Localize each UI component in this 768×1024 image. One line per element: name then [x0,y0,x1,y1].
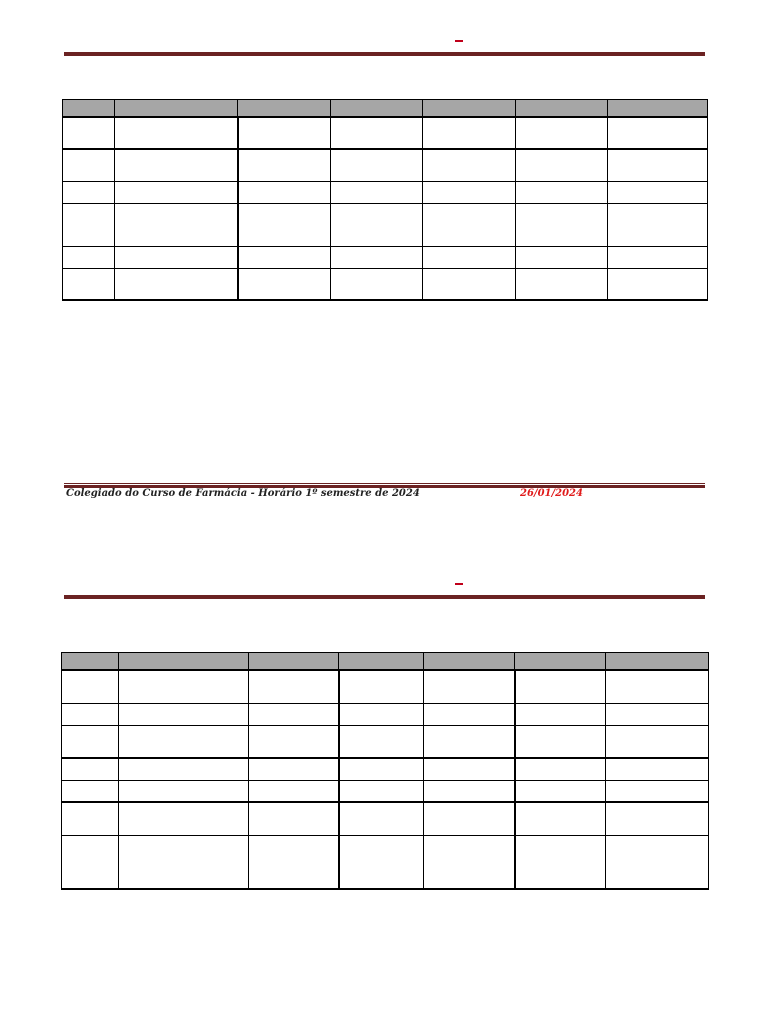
table-cell [62,802,119,835]
table-cell [62,758,119,780]
title-dash [455,40,463,42]
header-cell [516,100,608,118]
table-cell [62,780,119,802]
table-cell [423,268,516,300]
table-cell [515,670,606,703]
table-cell [119,835,249,889]
table-cell [423,117,516,149]
table-cell [608,246,708,268]
table-cell [424,725,515,758]
table-row [63,117,708,149]
table-cell [119,780,249,802]
table-cell [331,246,423,268]
header-cell [606,653,709,671]
header-cell [423,100,516,118]
table-cell [63,203,115,246]
table-cell [515,835,606,889]
table-cell [63,149,115,181]
table-cell [606,725,709,758]
table-cell [115,117,238,149]
footer-date: 26/01/2024 [520,488,583,499]
table-cell [115,268,238,300]
table-cell [423,246,516,268]
table-cell [608,181,708,203]
table-row [63,268,708,300]
table-header-row [62,653,709,671]
header-cell [115,100,238,118]
table-cell [249,703,339,725]
header-cell [515,653,606,671]
table-cell [515,703,606,725]
table-cell [516,203,608,246]
table-cell [423,181,516,203]
table-cell [331,203,423,246]
header-cell [249,653,339,671]
table-cell [238,117,331,149]
table-row [63,203,708,246]
table-row [63,246,708,268]
table-cell [515,758,606,780]
table-cell [331,149,423,181]
table-cell [249,725,339,758]
table-cell [339,703,424,725]
table-cell [515,780,606,802]
table-cell [339,780,424,802]
table-cell [515,802,606,835]
header-cell [331,100,423,118]
schedule-table-bottom [61,652,709,890]
table-cell [608,117,708,149]
table-cell [62,670,119,703]
table-cell [516,181,608,203]
table-cell [119,670,249,703]
table-header-row [63,100,708,118]
table-cell [249,670,339,703]
table-cell [424,780,515,802]
table-cell [516,117,608,149]
table-cell [119,802,249,835]
footer-course-text: Colegiado do Curso de Farmácia - Horário 1º semestre de 2024 [66,488,420,499]
table-row [63,181,708,203]
table-cell [424,802,515,835]
header-cell [424,653,515,671]
table-cell [63,117,115,149]
table-cell [608,268,708,300]
table-cell [515,725,606,758]
table-cell [238,268,331,300]
title-rule [64,52,705,56]
table-row [62,780,709,802]
table-cell [424,703,515,725]
table-cell [119,758,249,780]
table-cell [249,758,339,780]
table-cell [115,246,238,268]
schedule-section-bottom [0,544,768,1024]
table-cell [115,203,238,246]
table-cell [606,802,709,835]
table-cell [339,835,424,889]
table-row [62,802,709,835]
title-dash [455,583,463,585]
header-cell [339,653,424,671]
table-cell [249,835,339,889]
table-cell [62,725,119,758]
table-cell [424,835,515,889]
table-cell [608,149,708,181]
header-cell [119,653,249,671]
table-cell [339,758,424,780]
header-cell [62,653,119,671]
table-cell [606,835,709,889]
table-cell [249,802,339,835]
header-cell [238,100,331,118]
table-cell [606,670,709,703]
table-row [62,670,709,703]
table-cell [423,149,516,181]
table-cell [423,203,516,246]
table-cell [516,268,608,300]
table-cell [119,725,249,758]
table-cell [115,181,238,203]
table-cell [238,149,331,181]
table-cell [606,780,709,802]
table-cell [331,117,423,149]
schedule-table-top [62,99,708,301]
table-cell [238,181,331,203]
table-cell [424,758,515,780]
table-cell [606,703,709,725]
table-cell [339,725,424,758]
table-row [62,758,709,780]
table-cell [339,670,424,703]
table-cell [424,670,515,703]
table-cell [63,181,115,203]
table-row [62,725,709,758]
table-cell [606,758,709,780]
table-row [63,149,708,181]
table-cell [249,780,339,802]
table-row [62,835,709,889]
footer-rule [64,483,705,484]
table-cell [63,246,115,268]
table-cell [115,149,238,181]
table-cell [516,149,608,181]
table-cell [608,203,708,246]
table-cell [516,246,608,268]
table-cell [331,181,423,203]
table-cell [339,802,424,835]
table-cell [331,268,423,300]
table-cell [238,203,331,246]
header-cell [63,100,115,118]
table-cell [63,268,115,300]
header-cell [608,100,708,118]
table-cell [238,246,331,268]
table-row [62,703,709,725]
title-rule [64,595,705,599]
table-cell [62,703,119,725]
table-cell [62,835,119,889]
table-cell [119,703,249,725]
